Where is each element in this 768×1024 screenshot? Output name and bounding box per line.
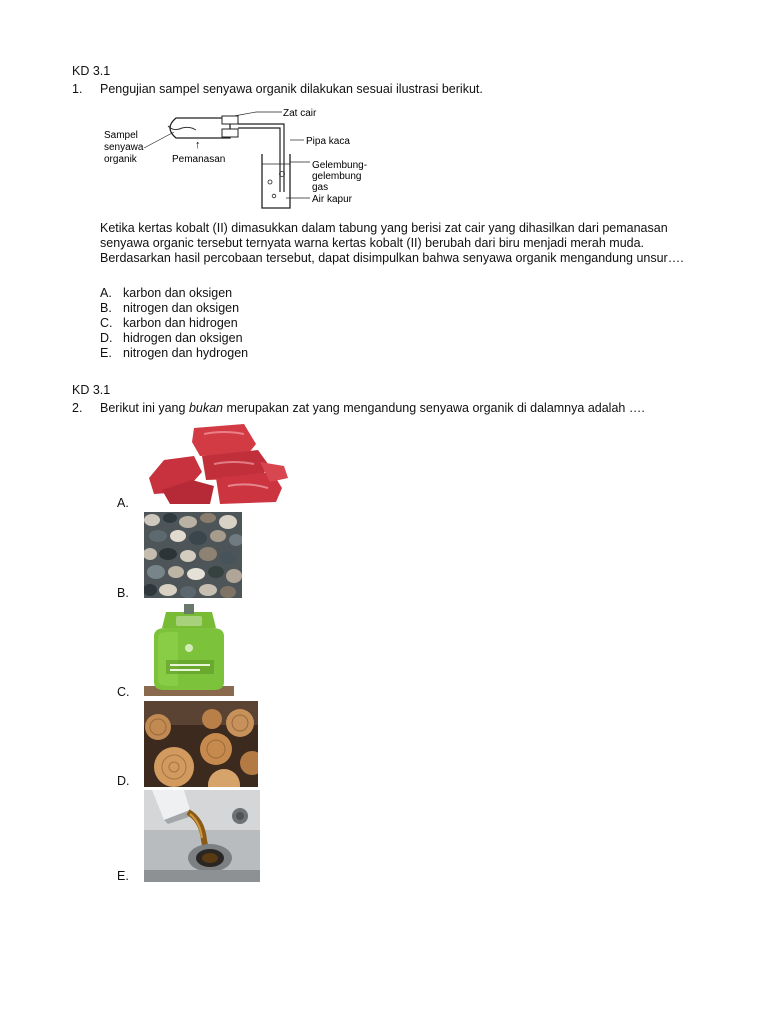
arrow-up-icon: ↑ (195, 139, 201, 151)
option-text-d[interactable]: hidrogen dan oksigen (123, 331, 243, 345)
green-lpg-tank-photo[interactable] (144, 602, 234, 696)
raw-meat-photo[interactable] (144, 420, 290, 506)
label-gelembung: Gelembung- (312, 160, 368, 171)
option-text-b[interactable]: nitrogen dan oksigen (123, 301, 240, 315)
question-number-2: 2. (72, 401, 83, 415)
emphasis-bukan: bukan (188, 401, 223, 415)
label-organik: organik (104, 154, 137, 165)
label-zat-cair: Zat cair (283, 108, 317, 119)
question-number: 1. (72, 82, 83, 96)
kd-label: KD 3.1 (72, 64, 111, 78)
pebbles-photo[interactable] (144, 512, 242, 598)
question-prompt-2: Berikut ini yang bukan merupakan zat yang mengandung senyawa organik di dalamnya adalah …. (100, 401, 645, 415)
label-senyawa: senyawa (104, 142, 144, 153)
option-letter-c-2: C. (117, 685, 130, 699)
label-air-kapur: Air kapur (312, 194, 353, 205)
label-gas: gas (312, 182, 329, 193)
option-letter-b-2: B. (117, 586, 129, 600)
option-text-e[interactable]: nitrogen dan hydrogen (123, 346, 249, 360)
kd-label-2: KD 3.1 (72, 383, 111, 397)
experiment-diagram (104, 104, 384, 212)
label-gelembung-2: gelembung (312, 171, 362, 182)
question-paragraph: Ketika kertas kobalt (II) dimasukkan dalam tabung yang berisi zat cair yang dihasilkan dari pemanasan senyawa organic tersebut ternyata warna kertas kobalt (II) berubah dari biru menjadi merah muda. Berdasarkan hasil percobaan tersebut, dapat disimpulkan bahwa senyawa organik mengandung unsur…. (100, 221, 684, 266)
option-letter-d-2: D. (117, 774, 130, 788)
option-letter-d: D. (100, 331, 113, 345)
firewood-logs-photo[interactable] (144, 701, 258, 787)
question-prompt: Pengujian sampel senyawa organik dilakukan sesuai ilustrasi berikut. (100, 82, 483, 96)
option-text-a[interactable]: karbon dan oksigen (123, 286, 233, 300)
motor-oil-pouring-photo[interactable] (144, 790, 260, 882)
option-letter-e: E. (100, 346, 112, 360)
label-sampel: Sampel (104, 130, 138, 141)
option-letter-e-2: E. (117, 869, 129, 883)
label-pipa-kaca: Pipa kaca (306, 136, 350, 147)
option-letter-a-2: A. (117, 496, 129, 510)
option-letter-a: A. (100, 286, 112, 300)
option-letter-c: C. (100, 316, 113, 330)
option-text-c[interactable]: karbon dan hidrogen (123, 316, 238, 330)
option-letter-b: B. (100, 301, 112, 315)
label-pemanasan: Pemanasan (172, 154, 226, 165)
